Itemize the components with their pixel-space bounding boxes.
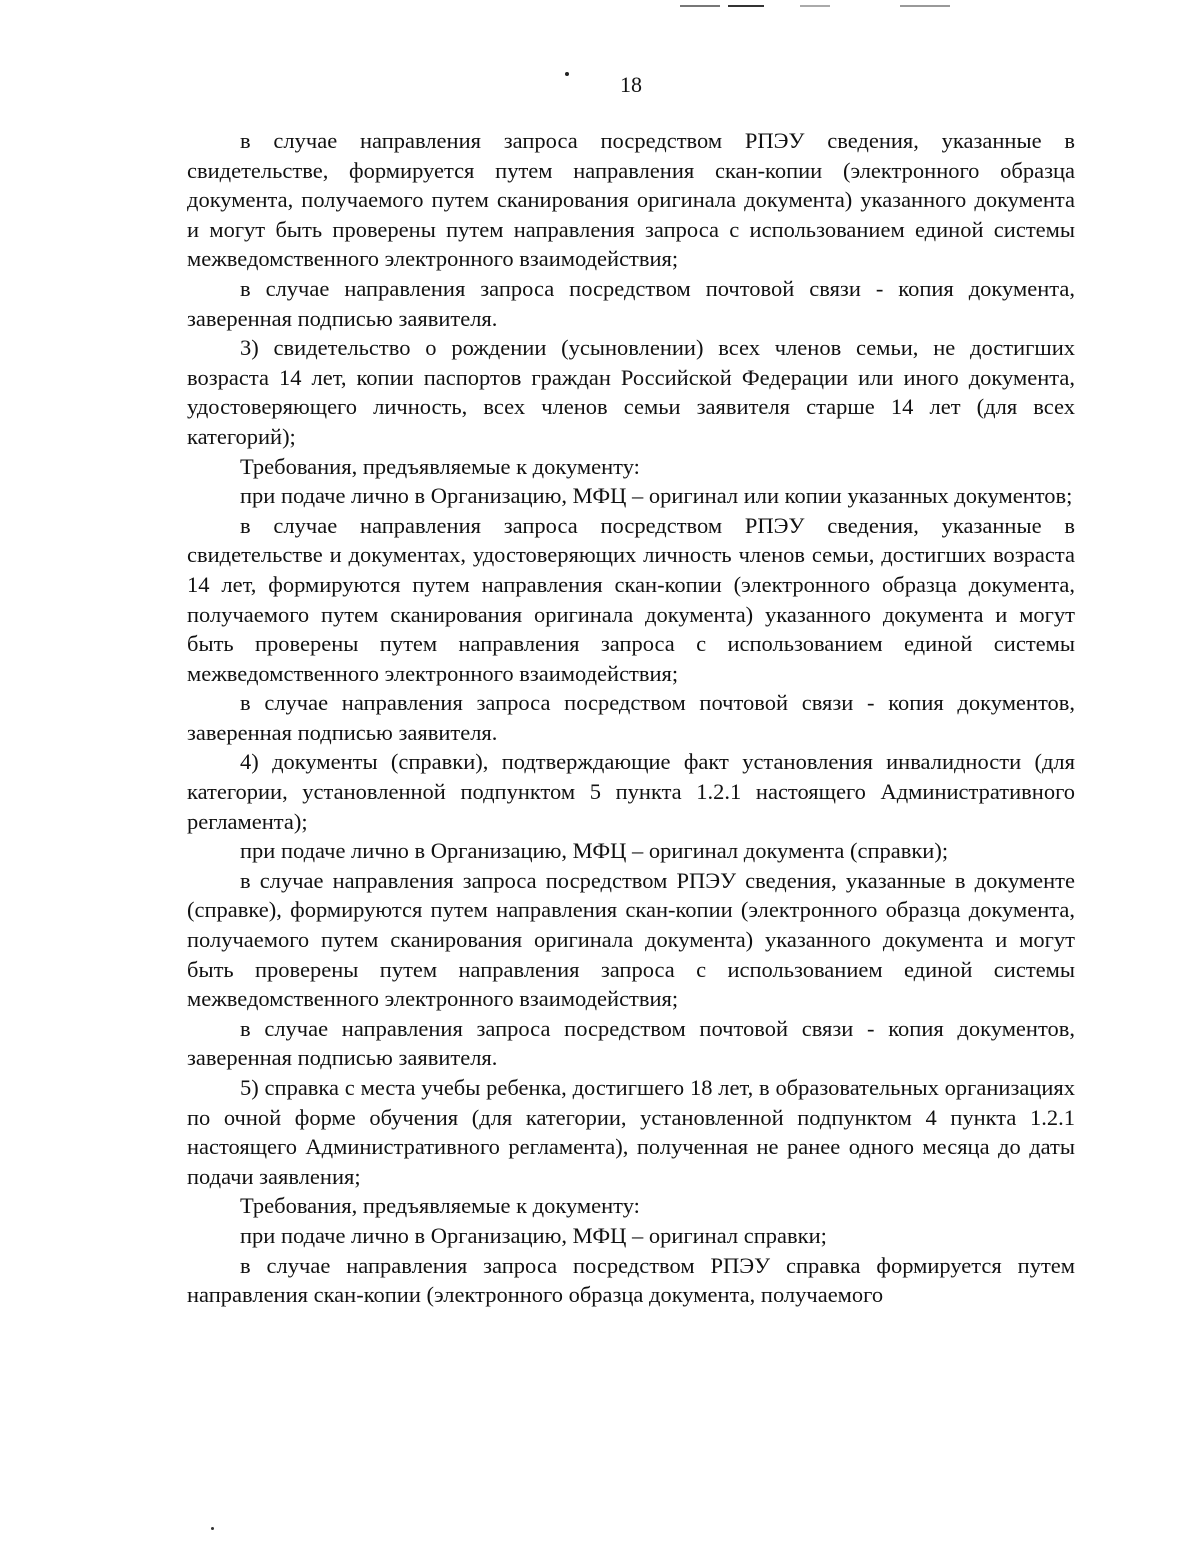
paragraph: при подаче лично в Организацию, МФЦ – оригинал документа (справки); [240,838,949,864]
paragraph: Требования, предъявляемые к документу: [240,1193,640,1219]
page-number: 18 [620,72,642,97]
paragraph: в случае направления запроса посредством РПЭУ сведения, указанные в документе (справке), формируются путем направления скан-копии (электронного образца документа, получаемого путем сканирования оригинала документа) указанного документа и могут быть проверены путем направления запроса с использованием единой системы межведомственного электронного взаимодействия; [187,867,1075,1012]
paragraph: при подаче лично в Организацию, МФЦ – оригинал справки; [240,1222,827,1248]
paragraph: в случае направления запроса посредством РПЭУ сведения, указанные в свидетельстве и документах, удостоверяющих личность членов семьи, достигших возраста 14 лет, формируются путем направления скан-копии (электронного образца документа, получаемого путем сканирования оригинала документа) указанного документа и могут быть проверены путем направления запроса с использованием единой системы межведомственного электронного взаимодействия; [187,512,1075,686]
paragraph: в случае направления запроса посредством РПЭУ справка формируется путем направления скан-копии (электронного образца документа, получаемого [187,1252,1075,1308]
paragraph: в случае направления запроса посредством почтовой связи - копия документов, заверенная подписью заявителя. [187,1015,1075,1071]
scan-dot [211,1527,214,1530]
paragraph: в случае направления запроса посредством почтовой связи - копия документов, заверенная подписью заявителя. [187,690,1075,745]
scan-artifact [680,2,960,10]
paragraph: в случае направления запроса посредством РПЭУ сведения, указанные в свидетельстве, формируется путем направления скан-копии (электронного образца документа, получаемого путем сканирования оригинала документа) указанного документа и могут быть проверены путем направления запроса с использованием единой системы межведомственного электронного взаимодействия; [187,128,1075,272]
paragraph: 4) документы (справки), подтверждающие факт установления инвалидности (для категории, установленной подпунктом 5 пункта 1.2.1 настоящего Административного регламента); [187,749,1075,834]
paragraph: 3) свидетельство о рождении (усыновлении) всех членов семьи, не достигших возраста 14 лет, копии паспортов граждан Российской Федерации или иного документа, удостоверяющего личность, всех членов семьи заявителя старше 14 лет (для всех категорий); [187,335,1075,449]
paragraph: 5) справка с места учебы ребенка, достигшего 18 лет, в образовательных организациях по очной форме обучения (для категории, установленной подпунктом 4 пункта 1.2.1 настоящего Административного регламента), полученная не ранее одного месяца до даты подачи заявления; [187,1075,1075,1189]
paragraph: при подаче лично в Организацию, МФЦ – оригинал или копии указанных документов; [240,483,1073,509]
paragraph: Требования, предъявляемые к документу: [240,453,640,479]
document-body [187,126,1075,1310]
paragraph: в случае направления запроса посредством почтовой связи - копия документа, заверенная подписью заявителя. [187,275,1075,331]
